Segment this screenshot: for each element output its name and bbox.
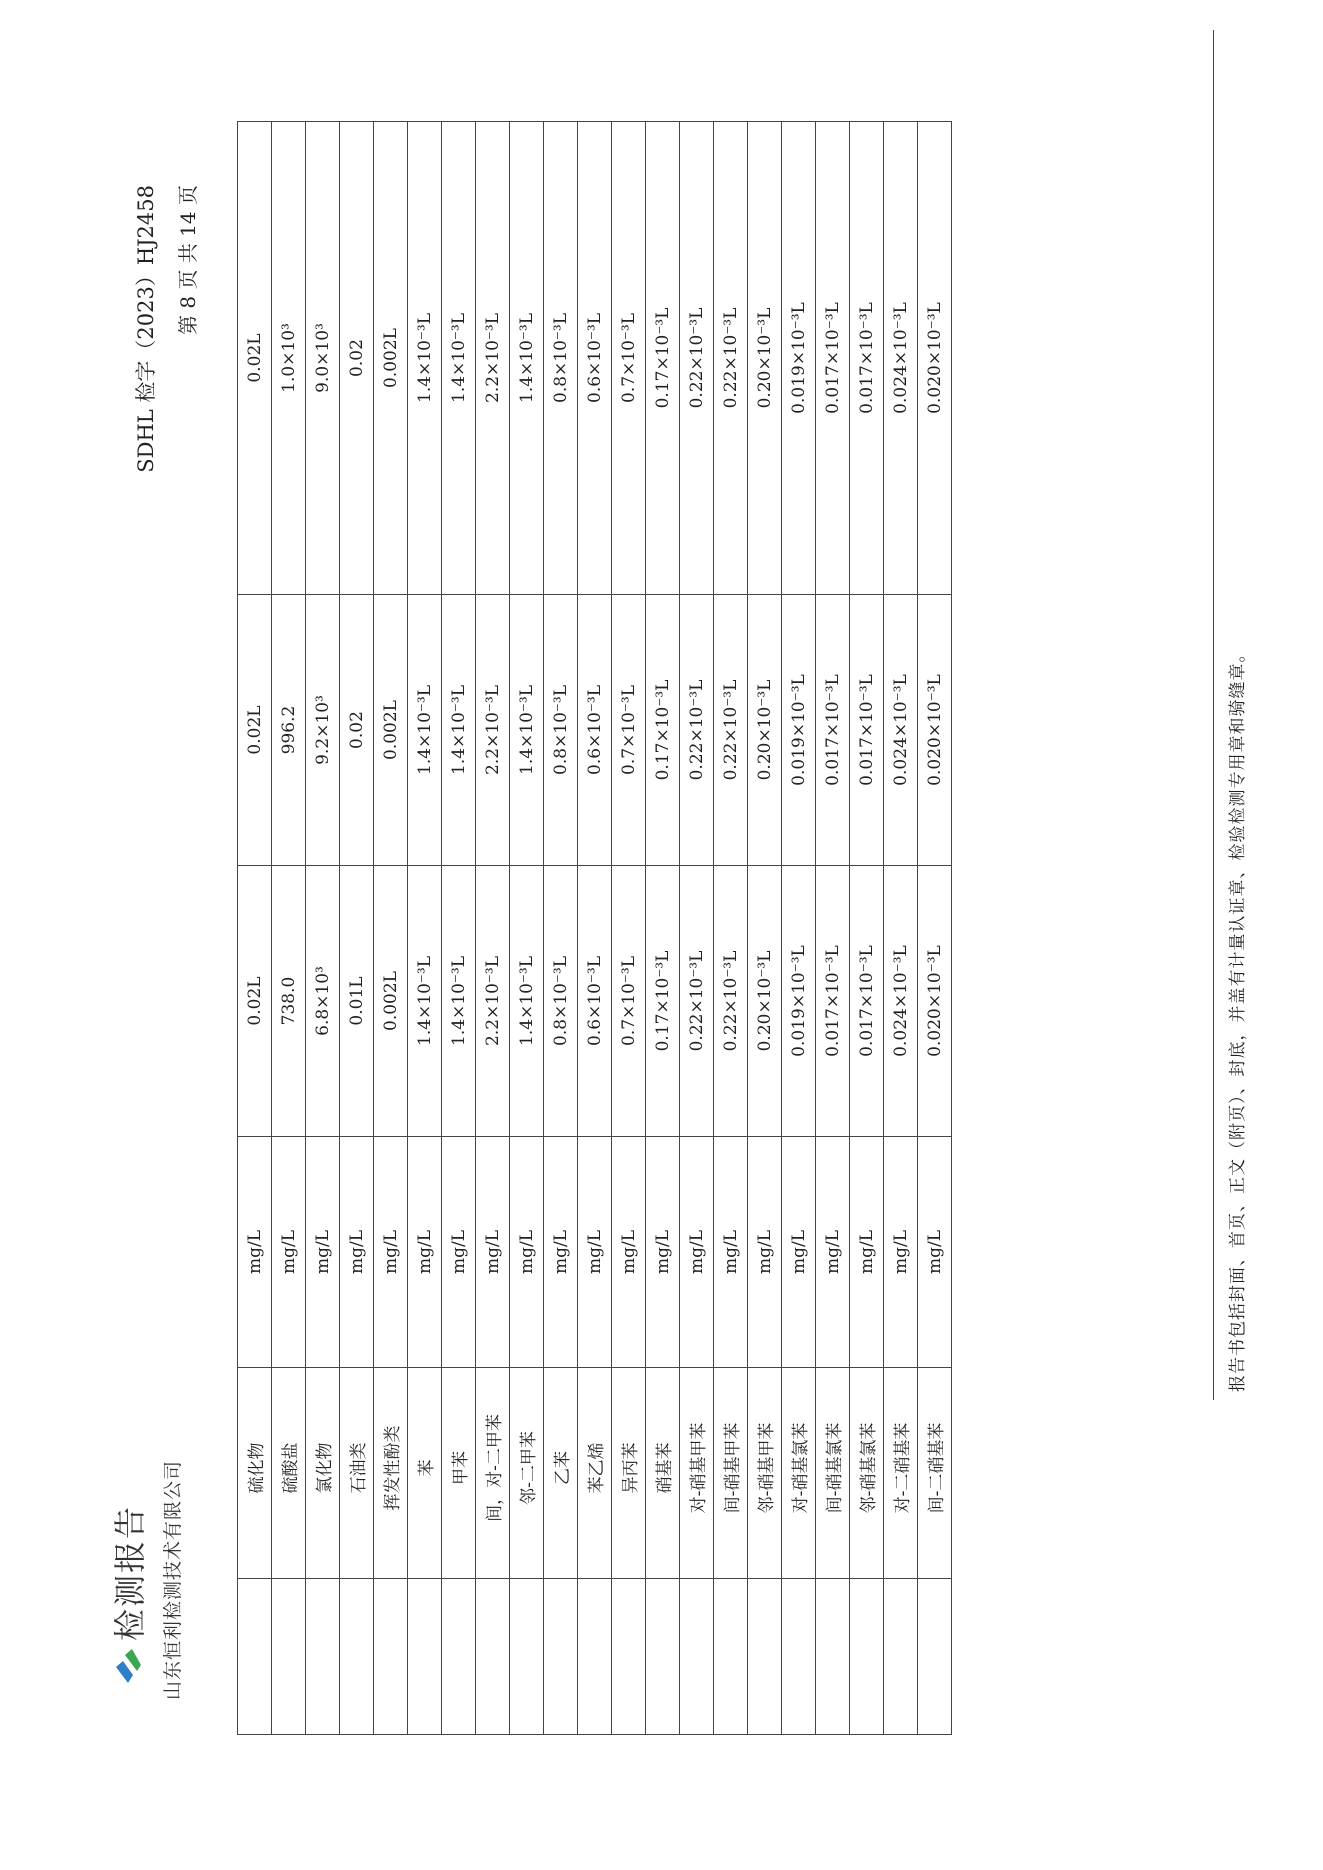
value-cell: 0.019×10⁻³L [782,595,816,866]
report-title: 检测报告 [111,1504,149,1641]
value-cell: 0.024×10⁻³L [884,122,918,595]
table-row [714,122,748,1735]
value-cell: 0.02L [238,595,272,866]
value-cell: 0.7×10⁻³L [612,866,646,1137]
value-cell: 0.22×10⁻³L [680,122,714,595]
page-number: 第 8 页 共 14 页 [176,185,200,335]
value-cell: 0.017×10⁻³L [816,595,850,866]
unit-cell: mg/L [646,1137,680,1368]
value-cell: 1.4×10⁻³L [442,866,476,1137]
row-blank-cell [748,1579,782,1735]
table-row [612,122,646,1735]
item-name-cell: 邻-二甲苯 [510,1368,544,1579]
unit-cell: mg/L [408,1137,442,1368]
value-cell: 0.020×10⁻³L [918,122,952,595]
item-name-cell: 对-二硝基苯 [884,1368,918,1579]
row-blank-cell [884,1579,918,1735]
row-blank-cell [816,1579,850,1735]
value-cell: 0.22×10⁻³L [680,866,714,1137]
table-row [578,122,612,1735]
unit-cell: mg/L [578,1137,612,1368]
value-cell: 0.22×10⁻³L [680,595,714,866]
value-cell: 1.4×10⁻³L [442,595,476,866]
value-cell: 0.22×10⁻³L [714,866,748,1137]
unit-cell: mg/L [476,1137,510,1368]
value-cell: 996.2 [272,595,306,866]
results-table [237,121,952,1735]
value-cell: 0.8×10⁻³L [544,122,578,595]
value-cell: 0.8×10⁻³L [544,866,578,1137]
row-blank-cell [510,1579,544,1735]
item-name-cell: 甲苯 [442,1368,476,1579]
value-cell: 1.4×10⁻³L [442,122,476,595]
value-cell: 1.4×10⁻³L [510,595,544,866]
unit-cell: mg/L [714,1137,748,1368]
value-cell: 0.6×10⁻³L [578,866,612,1137]
value-cell: 0.17×10⁻³L [646,866,680,1137]
row-blank-cell [272,1579,306,1735]
unit-cell: mg/L [238,1137,272,1368]
table-row [442,122,476,1735]
value-cell: 0.6×10⁻³L [578,122,612,595]
unit-cell: mg/L [816,1137,850,1368]
table-row [476,122,510,1735]
item-name-cell: 硝基苯 [646,1368,680,1579]
value-cell: 0.020×10⁻³L [918,595,952,866]
value-cell: 0.017×10⁻³L [816,122,850,595]
value-cell: 0.017×10⁻³L [850,122,884,595]
row-blank-cell [782,1579,816,1735]
unit-cell: mg/L [374,1137,408,1368]
value-cell: 0.7×10⁻³L [612,122,646,595]
value-cell: 738.0 [272,866,306,1137]
item-name-cell: 硫酸盐 [272,1368,306,1579]
item-name-cell: 间-硝基氯苯 [816,1368,850,1579]
value-cell: 0.019×10⁻³L [782,866,816,1137]
table-row [340,122,374,1735]
value-cell: 2.2×10⁻³L [476,866,510,1137]
document-info [130,185,201,475]
value-cell: 0.20×10⁻³L [748,122,782,595]
row-blank-cell [850,1579,884,1735]
table-row [238,122,272,1735]
value-cell: 1.4×10⁻³L [408,866,442,1137]
value-cell: 0.002L [374,595,408,866]
unit-cell: mg/L [884,1137,918,1368]
row-blank-cell [476,1579,510,1735]
value-cell: 0.017×10⁻³L [850,866,884,1137]
table-row [816,122,850,1735]
value-cell: 0.22×10⁻³L [714,122,748,595]
row-blank-cell [442,1579,476,1735]
item-name-cell: 邻-硝基甲苯 [748,1368,782,1579]
table-row [272,122,306,1735]
item-name-cell: 间-硝基甲苯 [714,1368,748,1579]
value-cell: 0.024×10⁻³L [884,595,918,866]
value-cell: 0.02L [238,122,272,595]
unit-cell: mg/L [680,1137,714,1368]
footnote-divider [1213,30,1214,1400]
value-cell: 0.017×10⁻³L [850,595,884,866]
value-cell: 0.02L [238,866,272,1137]
table-row [918,122,952,1735]
unit-cell: mg/L [510,1137,544,1368]
value-cell: 1.4×10⁻³L [510,866,544,1137]
row-blank-cell [918,1579,952,1735]
unit-cell: mg/L [272,1137,306,1368]
value-cell: 9.2×10³ [306,595,340,866]
row-blank-cell [408,1579,442,1735]
value-cell: 0.020×10⁻³L [918,866,952,1137]
unit-cell: mg/L [918,1137,952,1368]
unit-cell: mg/L [306,1137,340,1368]
value-cell: 0.02 [340,122,374,595]
logo-row [105,1505,151,1685]
item-name-cell: 苯乙烯 [578,1368,612,1579]
value-cell: 0.002L [374,122,408,595]
row-blank-cell [578,1579,612,1735]
item-name-cell: 对-硝基氯苯 [782,1368,816,1579]
value-cell: 0.02 [340,595,374,866]
table-row [544,122,578,1735]
table-row [782,122,816,1735]
value-cell: 0.024×10⁻³L [884,866,918,1137]
value-cell: 0.01L [340,866,374,1137]
table-row [408,122,442,1735]
item-name-cell: 异丙苯 [612,1368,646,1579]
value-cell: 0.8×10⁻³L [544,595,578,866]
row-blank-cell [374,1579,408,1735]
value-cell: 0.017×10⁻³L [816,866,850,1137]
item-name-cell: 邻-硝基氯苯 [850,1368,884,1579]
unit-cell: mg/L [442,1137,476,1368]
value-cell: 1.4×10⁻³L [510,122,544,595]
table-row [374,122,408,1735]
value-cell: 1.0×10³ [272,122,306,595]
row-blank-cell [714,1579,748,1735]
item-name-cell: 间，对-二甲苯 [476,1368,510,1579]
row-blank-cell [306,1579,340,1735]
unit-cell: mg/L [748,1137,782,1368]
value-cell: 0.6×10⁻³L [578,595,612,866]
table-row [510,122,544,1735]
item-name-cell: 对-硝基甲苯 [680,1368,714,1579]
value-cell: 0.22×10⁻³L [714,595,748,866]
row-blank-cell [544,1579,578,1735]
value-cell: 1.4×10⁻³L [408,595,442,866]
item-name-cell: 乙苯 [544,1368,578,1579]
row-blank-cell [646,1579,680,1735]
unit-cell: mg/L [850,1137,884,1368]
value-cell: 0.20×10⁻³L [748,866,782,1137]
unit-cell: mg/L [782,1137,816,1368]
table-row [850,122,884,1735]
table-row [884,122,918,1735]
table-row [306,122,340,1735]
item-name-cell: 硫化物 [238,1368,272,1579]
item-name-cell: 苯 [408,1368,442,1579]
value-cell: 0.17×10⁻³L [646,122,680,595]
value-cell: 2.2×10⁻³L [476,595,510,866]
document-number: SDHL 检字（2023）HJ2458 [134,185,158,473]
item-name-cell: 石油类 [340,1368,374,1579]
item-name-cell: 间-二硝基苯 [918,1368,952,1579]
company-name: 山东恒利检测技术有限公司 [162,1459,184,1700]
value-cell: 6.8×10³ [306,866,340,1137]
company-logo-icon [113,1647,143,1685]
value-cell: 0.002L [374,866,408,1137]
value-cell: 0.019×10⁻³L [782,122,816,595]
value-cell: 9.0×10³ [306,122,340,595]
footnote: 报告书包括封面、首页、正文（附页）、封底，并盖有计量认证章、检验检测专用章和骑缝章。 [1228,644,1248,1392]
value-cell: 0.17×10⁻³L [646,595,680,866]
unit-cell: mg/L [340,1137,374,1368]
unit-cell: mg/L [544,1137,578,1368]
value-cell: 0.20×10⁻³L [748,595,782,866]
value-cell: 0.7×10⁻³L [612,595,646,866]
row-blank-cell [340,1579,374,1735]
table-row [748,122,782,1735]
table-row [646,122,680,1735]
table-row [680,122,714,1735]
value-cell: 1.4×10⁻³L [408,122,442,595]
report-header [105,1505,151,1685]
value-cell: 2.2×10⁻³L [476,122,510,595]
row-blank-cell [680,1579,714,1735]
row-blank-cell [238,1579,272,1735]
row-blank-cell [612,1579,646,1735]
item-name-cell: 氯化物 [306,1368,340,1579]
item-name-cell: 挥发性酚类 [374,1368,408,1579]
unit-cell: mg/L [612,1137,646,1368]
